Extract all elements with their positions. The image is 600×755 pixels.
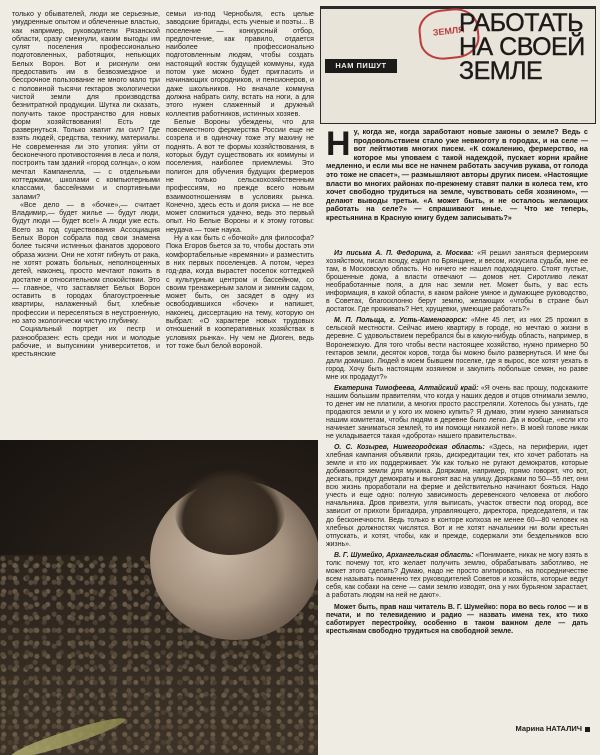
lead-paragraph <box>326 128 588 246</box>
editor-signature <box>516 724 591 733</box>
letter-source: О. С. Козырев, Нижегородская область: <box>334 444 485 452</box>
editor-name: Марина НАТАЛИЧ <box>515 724 582 733</box>
photo-hand-with-soil <box>0 440 318 755</box>
headline <box>459 11 595 83</box>
rubric-label: НАМ ПИШУТ <box>325 59 397 73</box>
headline-line: НА СВОЕЙ <box>459 33 585 61</box>
letter-text: «Я решил заняться фермерским хозяйством, писал всюду, ездил по Брянщине, и весом, искусила судьба, мне ее там, в Московскую область. Но ничего не нашел подходящего. Стоят пустые, брошенные дома, а власти отвечают — домов нет. Сиротливо лежат необработанные поля, а для нас земли нет. Может быть, у вас есть информация, в какой области, в каком районе умное и думающее руководство, в Советах, благосклонно берут землю, желающих «чтобы в стране был достаток. Где проживать? Нет, хрущевки, умеющие работать?» <box>326 250 588 314</box>
paragraph: Белые Вороны убеждены, что для повсеместного фермерства России еще не созрела и в одиночку тоже эту махину не поднять. А вот те формы хозяйствования, в которых будут существовать их коммуны и поселения, наиболее приемлемы. Это полигон для обучения будущих фермеров не только сельскохозяйственным профессиям, но прежде всего новым взаимоотношениям в условиях рынка. Конечно, здесь есть и доля риска — не все может сложиться удачно, ведь это первый опыт. Но Белые Вороны и к этому готовы: неудача — тоже наука. <box>166 117 314 234</box>
letter <box>326 385 588 441</box>
headline-line: ЗЕМЛЕ <box>459 57 543 85</box>
soil-handful <box>175 470 285 555</box>
letters-column <box>318 0 600 755</box>
closing-paragraph: Может быть, прав наш читатель В. Г. Шумейко: пора во весь голос — и в печати, и по телевидению и радио — назвать имена тех, кто тихо саботирует перестройку, особенно в таком важном деле — дать крестьянам свободно трудиться на свободной земле. <box>326 603 588 636</box>
drop-cap: Н <box>326 128 351 163</box>
letter-source: В. Г. Шумейко, Архангельская область: <box>334 551 474 559</box>
stamp-text: ЗЕМЛЯ <box>432 24 466 38</box>
letter <box>326 317 588 381</box>
paragraph: Социальный портрет их пестр и разнообразен: есть среди них и молодые рабочие, и выпускники университетов, и крестьянские <box>12 325 160 359</box>
heading-box <box>320 6 596 124</box>
headline-line: РАБОТАТЬ <box>459 9 584 37</box>
letter <box>326 250 588 314</box>
letter <box>326 444 588 549</box>
paragraph: только у обывателей, люди же серьезные, умудренные опытом и облеченные властью, как например, руководители Рязанской области, сразу смекнули, каким выгоды им сулят поселения профессионально подготовленных, работящих, непьющих Белых Ворон. Вот и рискнули они предоставить им в безвозмездное и бессрочное пользование не много мало три с половиной тысячи гектаров экологически чистой земли для производства безнитратной продукции. Шутка ли сказать, получить такое пространство для новых форм хозяйствования! Есть где развернуться. Только хватит ли сил? Где взять людей, средства, технику, материалы. Не современная ли это утопия: уйти от бесконечного противостояния в леса и поля, построить там зданий «город солнца», о ком мечтал Кампанелла, — с отдельными коттеджами, школами с компьютерными классами, бассейнами и спортивными залами? <box>12 10 160 201</box>
letter-source: М. П. Польща, г. Усть-Каменогорск: <box>334 317 468 325</box>
end-mark-icon <box>585 727 590 732</box>
article-column-1 <box>12 10 160 440</box>
paragraph: Ну а как быть с «бочкой» для философа? Пока Егоров бьется за то, чтобы достать эти комфортабельные «времянки» и разместить в них первых поселенцев. А потом, через год-два, когда вырастет поселок коттеджей с культурным центром и бассейном, со своим тренажерным залом и зимним садом, может быть, он засядет в одну из освободившихся «бочек» и напишет, наконец, диссертацию на тему, которую он выбрал: «О характере новых трудовых отношений в кооперативных хозяйствах в условиях рынка». Ну чем не Диоген, ведь тот тоже был белой вороной. <box>166 234 314 350</box>
lead-text: у, когда же, когда заработают новые законы о земле? Ведь с продовольствием стало уже невмоготу в городах, и на селе — вот лейтмотив многих писем. «К сожалению, фермерство, на которое мы уповаем с такой надеждой, пускает корни крайне медленно, и если мы все не начнем работать засучив рукава, от голода это тоже не спасет», — размышляют авторы других писем. «Настоящие власти во многих районах по-прежнему ставят палки в колеса тем, кто хочет свободно трудиться на земле, чувствовать себя хозяином», — делают выводы третьи. «А может быть, и не осталось желающих работать на селе?» — спрашивают иные. — Что же теперь, крестьянина в Красную книгу будем записывать?» <box>326 128 588 222</box>
letters-list <box>326 250 588 720</box>
letter-text: «Я очень вас прошу, подскажите нашим большим правителям, что когда у наших дедов и отцов отнимали землю, то денег им не платили, а многих просто расстреляли. Хотелось бы узнать, где продаются земли и у кого их можно купить? Я думаю, этим нужно заниматься нашим комитетам, чтобы людям в деревне было легко. Да и вообще, «если кто начинает заниматься землей, то им помощи никакой нет». В моей голове никак не укладывается такая «доброта» нашего правительства». <box>326 384 588 441</box>
letter-text: «Здесь, на периферии, идет хлебная кампания объявили грязь, дискредитации тех, кто хочет работать на земле и кто их поддерживает. Уж как только не ругают демократов, которые добиваются земли для мужика. Доярками, например, прямо говорят, что вот, дескать, придут демократы и выгонят вас на улицу. Доярками по 50—55 лет, они всю жизнь проработали на ферме и действительно начинают бояться. Надо учесть и еще одно: полную зависимость деревенского человека от любого начальника. Дров привезти, угля выписать, участок отвести под огород, все зависит от прихоти бригадира, управляющего, директора, председателя, и так до бесконечности. Ведь только в конторе колхоза не менее 60—80 человек на хлебных должностях числятся. Вот и не хотят начальники ни воли крестьян отпускать, и хотят, чтобы, как и прежде, содержали эти бездельников всю жизнь». <box>326 444 588 548</box>
paragraph: «Все дело — в «бочке»,— считает Владимир,— будет жилье — будут люди, будут люди — будет все!» А люди уже есть. Всего за год существования Ассоциация Белых Ворон собрала под свои знамена более тысячи истинных фанатов здорового образа жизни. Они не хотят гибнуть от рака, не хотят рожать больных, неполноценных детей, наконец, просто мечтают пожить в достатке и относительном спокойствии. Это — главное, что заставляет Белых Ворон оставить в городах благоустроенные квартиры, налаженный быт, хлебные профессии и переселяться в неустроенную, но зато экологически чистую глубинку. <box>12 200 160 325</box>
letter <box>326 552 588 600</box>
letter-text: «Мне 45 лет, из них 25 прожил в сельской местности. Сейчас имею квартиру в городе, но мечтаю о жизни в деревне. С удовольствием перебрался бы в какую-нибудь область, например, в Воронежскую. Для того чтобы вести настоящее хозяйство, нужно примерно 50 гектаров земли, десяток коров, тогда бы можно было развернуться. И мне бы дали домишко. Людей в моем бывшем поселке, где я вырос, все хотят уехать в город. Хочу быть настоящим хозяином и закупить побольше семян, но разве мне их продадут?» <box>326 317 588 381</box>
letter-source: Из письма А. П. Федорина, г. Москва: <box>334 250 474 257</box>
letter-text: «Понимаете, никак не могу взять в толк: почему тот, кто желает получить землю, обрабатывать заботливо, не может этого сделать? Думаю, надо не просто агитировать, на посредничестве всем называть поименно тех руководителей Советов и хозяйств, которые ведут себя, как собаки на сене — сами землю изводят, она у них бурьяном зарастает, а работать людям на ней не дают». <box>326 551 588 599</box>
paragraph: семьи из-под Чернобыля, есть целые заводские бригады, есть ученые и поэты... В поселение — конкурсный отбор, предпочтение, как правило, отдается наиболее профессионально подготовленным людям, чтобы создать настоящий костяк будущей коммуны, куда потом уже можно будет пригласить и начинающих огородников, и пенсионеров, и даже школьников. Но вначале коммуна должна набрать силу, встать на ноги, а для этого нужен слаженный и дружный коллектив работников, истинных хозяев. <box>166 10 314 118</box>
letter-source: Екатерина Тимофеева, Алтайский край: <box>334 384 479 392</box>
article-column-2 <box>166 10 314 490</box>
